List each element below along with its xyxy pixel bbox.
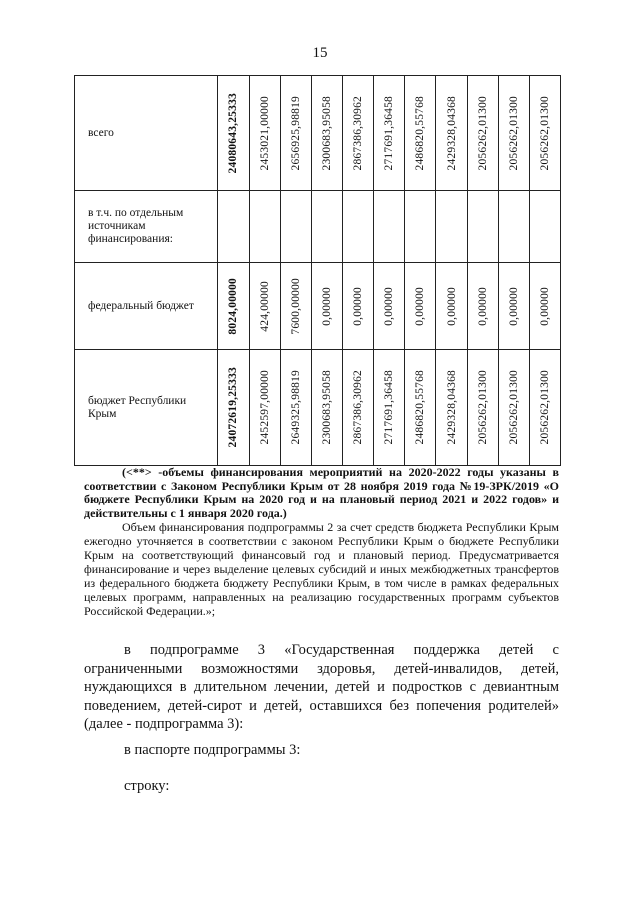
row-label: в т.ч. по отдельным источникам финансирования:	[75, 191, 218, 263]
value-cell: 2486820,55768	[414, 95, 427, 171]
value-cell: 2486820,55768	[414, 370, 427, 445]
table-row-total	[75, 76, 561, 191]
row-line: строку:	[124, 778, 170, 794]
value-cell: 2300683,95058	[321, 370, 334, 445]
financing-table	[74, 75, 561, 466]
value-cell: 2429328,04368	[445, 95, 458, 171]
value-cell: 2429328,04368	[445, 370, 458, 445]
page-number: 15	[312, 45, 328, 61]
table-row-sources	[75, 191, 561, 263]
value-cell: 424,00000	[258, 280, 271, 332]
table-row-federal	[75, 263, 561, 350]
value-cell: 2717691,36458	[383, 370, 396, 445]
value-cell: 2867386,30962	[352, 370, 365, 445]
value-cell: 2056262,01300	[538, 95, 551, 171]
value-cell: 2452597,00000	[258, 370, 271, 445]
value-cell: 2300683,95058	[321, 95, 334, 171]
value-cell: 2717691,36458	[383, 95, 396, 171]
value-cell: 2453021,00000	[258, 95, 271, 171]
value-cell: 2056262,01300	[507, 95, 520, 171]
value-cell: 0,00000	[476, 286, 489, 326]
value-cell: 2056262,01300	[538, 370, 551, 445]
value-cell: 0,00000	[445, 286, 458, 326]
passport-line: в паспорте подпрограммы 3:	[124, 742, 301, 758]
value-cell: 2056262,01300	[476, 95, 489, 171]
row-label: федеральный бюджет	[75, 263, 218, 350]
value-cell: 0,00000	[414, 286, 427, 326]
value-cell: 24080643,25333	[227, 92, 240, 174]
table-row-regional	[75, 350, 561, 466]
value-cell: 0,00000	[507, 286, 520, 326]
value-cell: 0,00000	[538, 286, 551, 326]
value-cell: 2649325,98819	[289, 370, 302, 445]
value-cell: 2056262,01300	[476, 370, 489, 445]
value-cell: 0,00000	[321, 286, 334, 326]
value-cell: 2656925,98819	[289, 95, 302, 171]
value-cell: 2056262,01300	[507, 370, 520, 445]
footnote: (<**> -объемы финансирования мероприятий на 2020-2022 годы указаны в соответствии с Законом Республики Крым от 28 ноября 2019 года №19-ЗРК/2019 «О бюджете Республики Крым на 2020 год и на плановый период 2021 и 2022 годов» и действительны с 1 января 2020 года.)	[84, 465, 559, 520]
funding-paragraph: Объем финансирования подпрограммы 2 за счет средств бюджета Республики Крым ежегодно уточняется в соответствии с законом Республики Крым о бюджете Республики Крым на соответствующий финансовый год и плановый период. Предусматривается финансирование и через выделение целевых субсидий и иных межбюджетных трансфертов из федерального бюджета бюджету Республики Крым, в том числе в рамках федеральных целевых программ, направленных на реализацию государственных программ субъектов Российской Федерации.»;	[84, 520, 559, 618]
value-cell: 7600,00000	[289, 277, 302, 335]
value-cell: 0,00000	[352, 286, 365, 326]
value-cell: 24072619,25333	[227, 367, 240, 448]
value-cell: 0,00000	[383, 286, 396, 326]
value-cell: 8024,00000	[227, 277, 240, 335]
row-label: всего	[75, 76, 218, 191]
subprogram-3-paragraph: в подпрограмме 3 «Государственная поддержка детей с ограниченными возможностями здоровья, детей-инвалидов, детей, нуждающихся в длительном лечении, детей и подростков с девиантным поведением, детей-сирот и детей, оставшихся без попечения родителей» (далее - подпрограмма 3):	[84, 642, 559, 732]
row-label: бюджет Республики Крым	[75, 350, 218, 466]
value-cell: 2867386,30962	[352, 95, 365, 171]
